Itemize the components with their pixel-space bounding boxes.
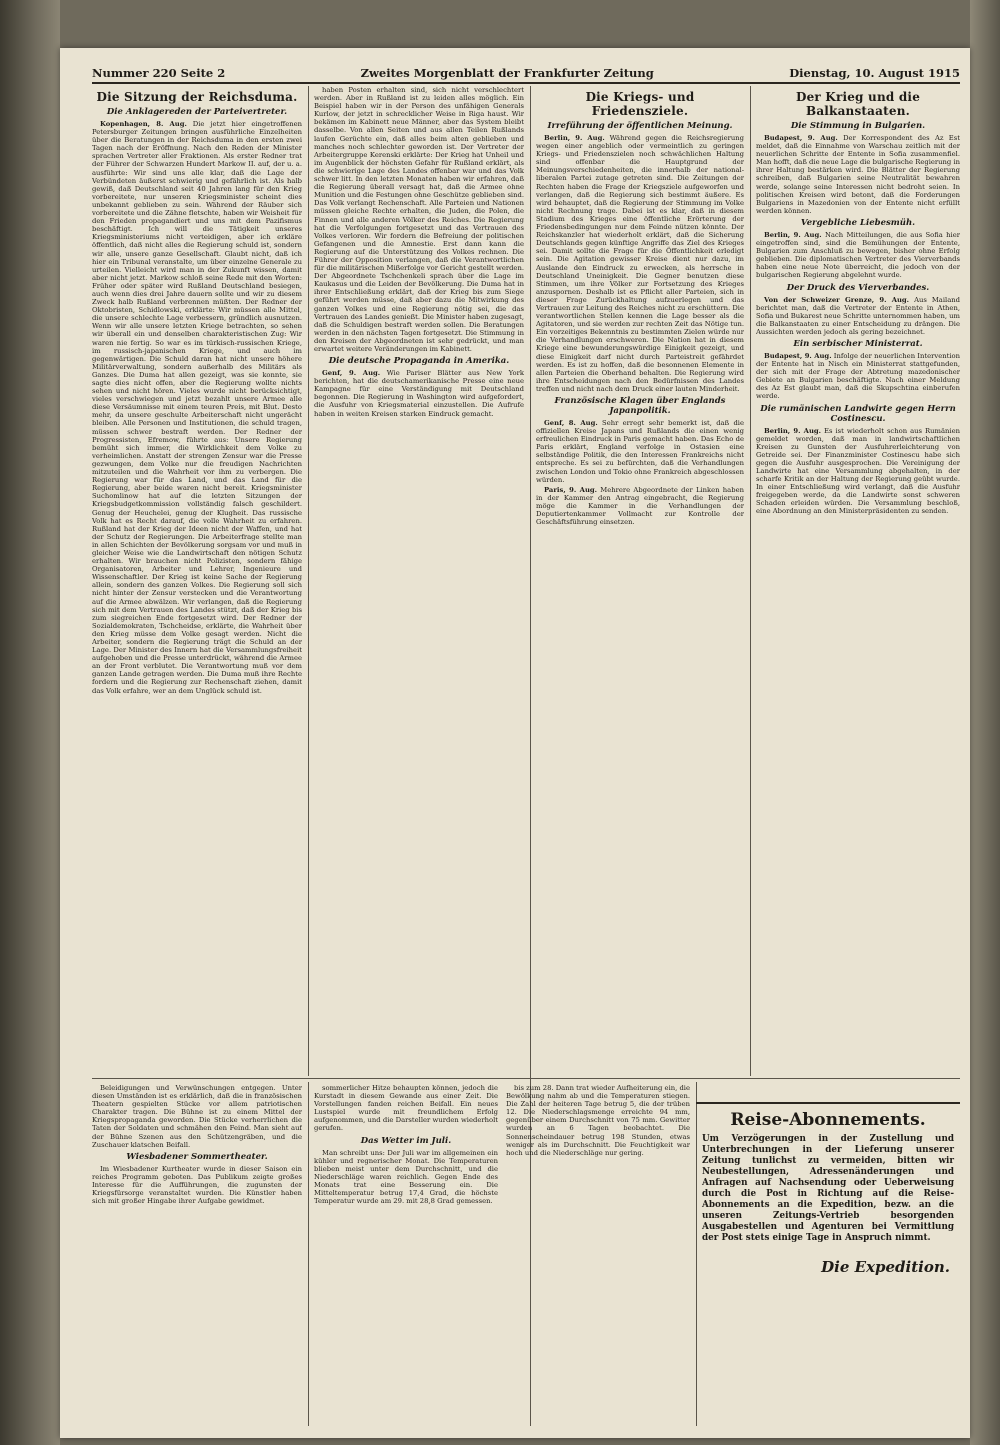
article-body: Nach Mitteilungen, die aus Sofia hier eingetroffen sind, sind die Bemühungen der Entente, Bulgarien zum Anschluß zu bewegen, bisher ohne Erfolg geblieben. Die diplomatischen Vertreter des Vierverbands haben eine neue Note überreicht, die jedoch von der bulgarischen Regierung abgelehnt wurde.: [756, 230, 960, 280]
article-text: Im Wiesbadener Kurtheater wurde in dieser Saison ein reiches Programm geboten. Das Publikum zeigte großes Interesse für die Aufführungen, die zugunsten der Kriegsfürsorge veranstaltet wurden. Die Künstler haben sich mit großer Hingabe ihrer Aufgabe gewidmet.: [92, 1164, 302, 1206]
dateline: Berlin, 9. Aug.: [544, 134, 605, 142]
dateline: Berlin, 9. Aug.: [764, 230, 822, 239]
column-rule: [308, 86, 309, 1076]
article-subtitle: Die rumänischen Landwirte gegen Herrn Costinescu.: [760, 403, 956, 424]
article-subtitle: Der Druck des Vierverbandes.: [786, 282, 930, 293]
article-body: Infolge der neuerlichen Intervention der Entente hat in Nisch ein Ministerrat stattgefunden, der sich mit der Frage der Abtretung mazedonischer Gebiete an Bulgarien beschäftigte. Nach einer Meldung des Az Est glaubt man, daß die Skupschtina einberufen werde.: [756, 351, 960, 401]
newspaper-title: Zweites Morgenblatt der Frankfurter Zeitung: [360, 66, 654, 80]
article-subtitle: Die deutsche Propaganda in Amerika.: [328, 356, 510, 367]
article-subtitle: Vergebliche Liebesmüh.: [800, 217, 916, 228]
issue-date: Dienstag, 10. August 1915: [789, 66, 960, 80]
article-text: bis zum 28. Dann trat wieder Aufheiterung ein, die Bewölkung nahm ab und die Temperaturen stiegen. Die Zahl der heiteren Tage betrug 5, die der trüben 12. Die Niederschlagsmenge erreichte 94 mm, gegenüber einem Durchschnitt von 75 mm. Gewitter wurden an 6 Tagen beobachtet. Die Sonnenscheindauer betrug 198 Stunden, etwas weniger als im Durchschnitt. Die Feuchtigkeit war hoch und die Niederschläge nur gering.: [506, 1084, 690, 1157]
issue-number: Nummer 220 Seite 2: [92, 66, 226, 80]
column-3: [536, 86, 744, 1076]
article-body: Sehr erregt sehr bemerkt ist, daß die offiziellen Kreise Japans und Rußlands die einen wenig erfreulichen Eindruck in Paris gemacht haben. Das Echo de Paris erklärt, England verfolge in Ostasien eine selbständige Politik, die den Interessen Frankreichs nicht entspreche. Es sei zu befürchten, daß die Verhandlungen zwischen London und Tokio ohne Frankreich abgeschlossen würden.: [536, 419, 744, 484]
dateline: Von der Schweizer Grenze, 9. Aug.: [764, 295, 910, 304]
article-title: Die Kriegs- und Friedensziele.: [585, 90, 695, 118]
feuilleton-column-1: [92, 1084, 302, 1426]
article-text: [92, 120, 302, 695]
feuilleton-column-3: [506, 1084, 690, 1426]
article-text: Beleidigungen und Verwünschungen entgegen. Unter diesen Umständen ist es erklärlich, daß die in französischen Theatern gespielten Stücke vor allem patriotischen Charakter tragen. Die Bühne ist zu einem Mittel der Kriegspropaganda geworden. Die Stücke verherrlichen die Taten der Soldaten und schmähen den Feind. Man sieht auf der Bühne Szenen aus den Schützengräben, und die Zuschauer klatschen Beifall.: [92, 1084, 302, 1149]
masthead: [92, 58, 960, 84]
dateline: Kopenhagen, 8. Aug.: [100, 120, 187, 128]
column-rule: [750, 86, 751, 1076]
article-subtitle: Ein serbischer Ministerrat.: [793, 338, 923, 349]
section-rule: [92, 1078, 960, 1079]
article-text: sommerlicher Hitze behaupten können, jedoch die Kurstadt in diesem Gewande aus einer Zeit. Die Vorstellungen fanden reichen Beifall. Ein neues Lustspiel wurde mit freundlichem Erfolg aufgenommen, und die Darsteller wurden wiederholt gerufen.: [314, 1084, 498, 1133]
article-text: [536, 134, 744, 393]
article-subtitle: Französische Klagen über Englands Japanpolitik.: [554, 396, 726, 416]
notice-title: Reise-Abonnements.: [696, 1102, 960, 1130]
article-body: Aus Mailand berichtet man, daß die Vertreter der Entente in Athen, Sofia und Bukarest neue Schritte unternommen haben, um die Balkanstaaten zu einer Entscheidung zu drängen. Die Aussichten werden jedoch als gering bezeichnet.: [756, 295, 960, 336]
article-text: haben Posten erhalten sind, sich nicht verschlechtert werden. Aber in Rußland ist zu leiden alles möglich. Ein Beispiel haben wir in der Person des unfähigen Generals Kurlow, der jetzt in schrecklicher Weise in Riga haust. Wir bekämen im Kabinett neue Männer, aber das System bleibt dasselbe. Von allen Seiten und aus allen Teilen Rußlands laufen Gerüchte ein, daß alles beim alten geblieben und manches noch schlechter geworden ist. Der Vertreter der Arbeitergruppe Kerenski erklärte: Der Krieg hat Unheil und im Augenblick der höchsten Gefahr für Rußland erklärt, als die schwierige Lage des Landes offenbar war und das Volk schwer litt. In den letzten Monaten haben wir erfahren, daß die Regierung überall versagt hat, daß die Armee ohne Munition und die Festungen ohne Geschütze geblieben sind. Das Volk verlangt Rechenschaft. Alle Parteien und Nationen müssen gleiche Rechte erhalten, die Juden, die Polen, die Finnen und alle anderen Völker des Reiches. Die Regierung hat die Verfolgungen fortgesetzt und das Vertrauen des Volkes verloren. Wir fordern die Befreiung der politischen Gefangenen und die Amnestie. Erst dann kann die Regierung auf die Unterstützung des Volkes rechnen. Die Führer der Opposition verlangen, daß die Verantwortlichen für die militärischen Mißerfolge vor Gericht gestellt werden. Der Abgeordnete Tschchenkeli sprach über die Lage im Kaukasus und die Leiden der Bevölkerung. Die Duma hat in ihrer Entschließung erklärt, daß der Krieg bis zum Siege geführt werden müsse, daß aber dazu die Mitwirkung des ganzen Volkes und eine Regierung nötig sei, die das Vertrauen des Landes genießt. Die Minister haben zugesagt, daß die Schuldigen bestraft werden sollen. Die Beratungen werden in den nächsten Tagen fortgesetzt. Die Stimmung in den Kreisen der Abgeordneten ist sehr gedrückt, und man erwartet weitere Veränderungen im Kabinett.: [314, 86, 524, 353]
article-text: [536, 486, 744, 526]
column-2: [314, 86, 524, 1076]
article-body: Während gegen die Reichsregierung wegen einer angeblich oder vermeintlich zu geringen Kriegs- und Friedenszielen noch schwächlichen Haltung sind offenbar die Hauptgrund der Meinungsverschiedenheiten, die innerhalb der national-liberalen Partei zutage getreten sind. Die Zeitungen der Rechten haben die Frage der Kriegsziele aufgeworfen und verlangen, daß die Regierung sich bestimmt äußere. Es wird behauptet, daß die Regierung der Stimmung im Volke nicht Rechnung trage. Dabei ist es klar, daß in diesem Stadium des Krieges eine öffentliche Erörterung der Friedensbedingungen nur dem Feinde nützen könnte. Der Reichskanzler hat wiederholt erklärt, daß die Sicherung Deutschlands gegen künftige Angriffe das Ziel des Krieges sei. Damit sollte die Frage für die Öffentlichkeit erledigt sein. Die Agitation gewisser Kreise dient nur dazu, im Auslande den Eindruck zu erwecken, als herrsche in Deutschland Uneinigkeit. Die Gegner benutzen diese Stimmen, um ihre Völker zur Fortsetzung des Krieges anzuspornen. Deshalb ist es Pflicht aller Parteien, sich in dieser Frage Zurückhaltung aufzuerlegen und das Vertrauen zur Leitung des Reiches nicht zu erschüttern. Die verantwortlichen Stellen kennen die Lage besser als die Agitatoren, und sie werden zur rechten Zeit das Nötige tun. Ein vorzeitiges Bekenntnis zu bestimmten Zielen würde nur die Verhandlungen erschweren. Die Nation hat in diesem Kriege eine bewunderungswürdige Einigkeit gezeigt, und diese Einigkeit darf nicht durch Parteistreit gefährdet werden. Es ist zu hoffen, daß die besonnenen Elemente in allen Parteien die Oberhand behalten. Die Regierung wird ihre Entscheidungen nach den Bedürfnissen des Landes treffen und nicht nach dem Druck einer lauten Minderheit.: [536, 134, 744, 393]
column-1: [92, 86, 302, 1076]
subscription-notice: [696, 1096, 960, 1426]
article-body: Der Korrespondent des Az Est meldet, daß die Einnahme von Warschau zeitlich mit der neuerlichen Schritte der Entente in Sofia zusammenfiel. Man hofft, daß die neue Lage die bulgarische Regierung in ihrer Haltung bestärken wird. Die Blätter der Regierung schreiben, daß Bulgarien seine Neutralität bewahren werde, solange seine Interessen nicht bedroht seien. In politischen Kreisen wird betont, daß die Forderungen Bulgariens in Mazedonien von der Entente nicht erfüllt werden können.: [756, 134, 960, 215]
dateline: Genf, 9. Aug.: [322, 369, 381, 378]
article-text: [314, 369, 524, 418]
dateline: Genf, 8. Aug.: [544, 419, 598, 427]
article-text: [756, 231, 960, 280]
dateline: Paris, 9. Aug.: [544, 485, 598, 494]
newspaper-page: [60, 48, 970, 1438]
article-text: [756, 296, 960, 336]
article-text: [756, 134, 960, 215]
dateline: Budapest, 9. Aug.: [764, 351, 832, 360]
binding-gutter: [0, 0, 60, 1445]
article-subtitle: Das Wetter im Juli.: [360, 1135, 452, 1146]
article-text: [756, 427, 960, 516]
article-title: Der Krieg und die Balkanstaaten.: [795, 90, 921, 118]
article-body: Wie Pariser Blätter aus New York berichten, hat die deutschamerikanische Presse eine neue Kampagne für eine Verständigung mit Deutschland begonnen. Die Regierung in Washington wird aufgefordert, die Ausfuhr von Kriegsmaterial einzustellen. Die Aufrufe haben in weiten Kreisen starken Eindruck gemacht.: [314, 369, 524, 418]
article-body: Die jetzt hier eingetroffenen Petersburger Zeitungen bringen ausführliche Einzelheiten über die Beratungen in der Reichsduma in den ersten zwei Tagen nach der Eröffnung. Nach den Reden der Minister sprachen Vertreter aller Fraktionen. Als erster Redner trat der Führer der Schwarzen Hundert Markow II. auf, der u. a. ausführte: Wir sind uns alle klar, daß die Lage der Verbündeten äußerst schwierig und gefährlich ist. Als halb gewiß, daß Deutschland seit 40 Jahren lang für den Krieg vorbereitete, nur unseren Kriegsminister scheint dies unbekannt geblieben zu sein. Während der Räuber sich vorbereitete und die Zähne fletschte, haben wir Weisheit für den Frieden propagandiert und uns mit dem Pazifismus beschäftigt. Ich will die Tätigkeit unseres Kriegsministeriums nicht verteidigen, aber ich erkläre öffentlich, daß nicht alles die Regierung schuld ist, sondern wir alle, unsere ganze Gesellschaft. Glaubt nicht, daß ich hier ein Tribunal veranstalte, um über einzelne Generale zu urteilen. Vielleicht wird man in der Zukunft wissen, damit aber nicht jetzt. Markow schloß seine Rede mit den Worten: Früher oder später wird Rußland Deutschland besiegen, auch wenn dies drei Jahre dauern sollte und wir zu diesem Zweck halb Rußland verbrennen müßten. Der Redner der Oktobristen, Schidlowski, erklärte: Wir müssen alle Mittel, die unsere schlechte Lage verbessern, gründlich ausnutzen. Wenn wir alle unsere letzten Kriege betrachten, so sehen wir überall ein und denselben charakteristischen Zug: Wir waren nie fertig. So war es im türkisch-russischen Kriege, im russisch-japanischen Kriege, und auch im gegenwärtigen. Die Schuld daran hat nicht unsere höhere Militärverwaltung, sondern außerhalb des Militärs als Ganzes. Die Duma hat allen gezeigt, was sie konnte, sie sagte dies nicht offen, aber die Regierung wollte nichts sehen und nicht hören. Vieles wurde nicht berücksichtigt, vieles verschwiegen und jetzt bezahlt unsere Armee alle diese Versäumnisse mit einem teuren Preis, mit Blut. Desto mehr, da unsere geschulte Arbeiterschaft nicht ungerächt bleiben. Alle Personen und Institutionen, die schuld tragen, müssen schwer bestraft werden. Der Redner der Progressisten, Efremow, führte aus: Unsere Regierung bemüht sich immer, die Wirklichkeit dem Volke zu verheimlichen. Anstatt der strengen Zensur war die Presse gezwungen, dem Volke nur die freudigen Nachrichten mitzuteilen und die Wahrheit vor ihm zu verbergen. Die Regierung war für das Land, und das Land für die Regierung, aber beide waren nicht bereit. Kriegsminister Suchomlinow hat auf die letzten Sitzungen der Kriegsbudgetkommission vollständig falsch geschildert. Genug der Heuchelei, genug der Klugheit. Das russische Volk hat es Recht darauf, die volle Wahrheit zu erfahren. Rußland hat der Krieg der Ideen nicht der Waffen, und hat der Schutz der Regierungen. Die Arbeiterfrage stellte man in allen Schichten der Bevölkerung sorgsam vor und muß in gleicher Weise wie die Landwirtschaft den nötigen Schutz erhalten. Wir brauchen nicht Polizisten, sondern fähige Organisatoren, Arbeiter und Lehrer, Ingenieure und Wissenschaftler. Der Krieg ist keine Sache der Regierung allein, sondern des ganzen Volkes. Die Regierung soll sich nicht hinter der Zensur verstecken und die Verantwortung auf die Armee abwälzen. Wir verlangen, daß die Regierung sich mit dem Vertrauen des Landes stützt, daß der Krieg bis zum siegreichen Ende fortgesetzt wird. Der Redner der Sozialdemokraten, Tschcheidse, erklärte, die Wahrheit über den Krieg müsse dem Volke gesagt werden. Nicht die Arbeiter, sondern die Regierung trägt die Schuld an der Lage. Der Minister des Innern hat die Versammlungsfreiheit aufgehoben und die Presse unterdrückt, während die Armee an der Front verblutet. Die Verantwortung muß vor dem ganzen Lande getragen werden. Die Duma muß ihre Rechte fordern und die Regierung zur Rechenschaft ziehen, damit das Volk erfahre, wer an dem Unglück schuld ist.: [92, 120, 302, 695]
article-subtitle: Die Stimmung in Bulgarien.: [790, 121, 926, 131]
article-subtitle: Die Anklagereden der Parteivertreter.: [106, 107, 288, 117]
page-edge: [970, 0, 1000, 1445]
dateline: Berlin, 9. Aug.: [764, 426, 821, 435]
article-text: [756, 352, 960, 401]
article-text: Man schreibt uns: Der Juli war im allgemeinen ein kühler und regnerischer Monat. Die Temperaturen blieben meist unter dem Durchschnitt, und die Niederschläge waren reichlich. Gegen Ende des Monats trat eine Besserung ein. Die Mitteltemperatur betrug 17,4 Grad, die höchste Temperatur wurde am 29. mit 28,8 Grad gemessen.: [314, 1148, 498, 1206]
article-body: Es ist wiederholt schon aus Rumänien gemeldet worden, daß man in landwirtschaftlichen Kreisen zu Gunsten der Ausfuhrerleichterung von Getreide sei. Der Finanzminister Costinescu habe sich gegen die Ausfuhr ausgesprochen. Die Vereinigung der Landwirte hat eine Versammlung abgehalten, in der scharfe Kritik an der Haltung der Regierung geübt wurde. In einer Entschließung wird verlangt, daß die Ausfuhr freigegeben werde, da die Landwirte sonst schweren Schaden erleiden würden. Die Versammlung beschloß, eine Abordnung an den Ministerpräsidenten zu senden.: [756, 426, 960, 516]
column-rule: [308, 1082, 309, 1426]
feuilleton-column-2: [314, 1084, 498, 1426]
article-text: [536, 419, 744, 484]
dateline: Budapest, 9. Aug.: [764, 134, 838, 142]
article-title: Die Sitzung der Reichsduma.: [96, 90, 298, 104]
notice-signature: Die Expedition.: [821, 1258, 950, 1276]
notice-body: Um Verzögerungen in der Zustellung und Unterbrechungen in der Lieferung unserer Zeitung tunlichst zu vermeiden, bitten wir Neubestellungen, Adressenänderungen und Anfragen auf Nachsendung oder Ueberweisung durch die Post in Richtung auf die Reise-Abonnements an die Expedition, bezw. an die unseren Zeitungs-Vertrieb besorgenden Ausgabestellen und Agenturen bei Vermittlung der Post stets einige Tage in Anspruch nimmt.: [702, 1134, 954, 1243]
article-body: Mehrere Abgeordnete der Linken haben in der Kammer den Antrag eingebracht, die Regierung möge die Kammer in die Verhandlungen der Deputiertenkammer Vollmacht zur Kontrolle der Geschäftsführung einsetzen.: [536, 485, 744, 527]
article-subtitle: Wiesbadener Sommertheater.: [126, 1151, 268, 1162]
column-4: [756, 86, 960, 1076]
article-subtitle: Irreführung der öffentlichen Meinung.: [547, 121, 733, 131]
